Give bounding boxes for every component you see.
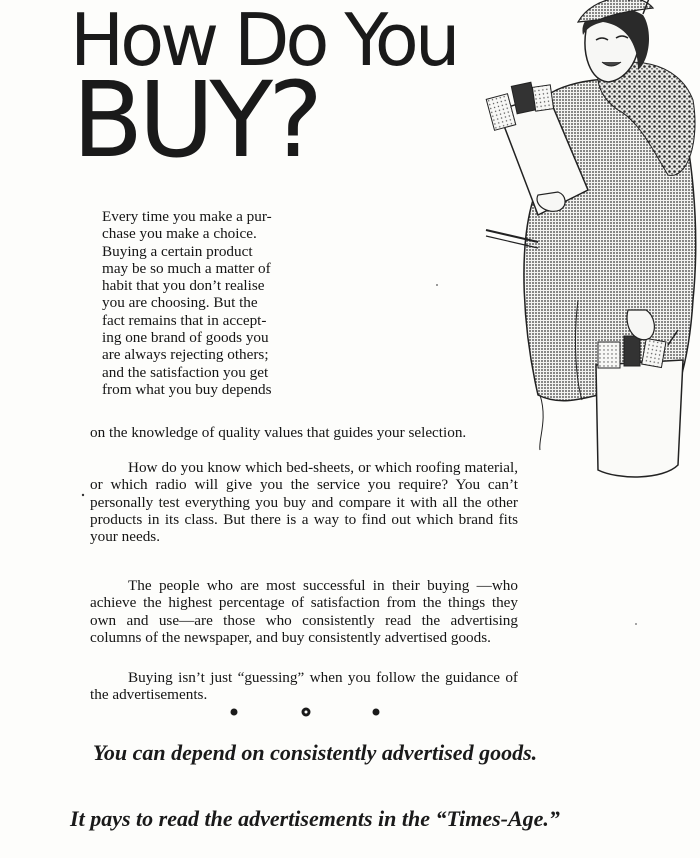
text-line: you are choosing. But the: [102, 294, 258, 312]
body-paragraph-4: Buying isn’t just “guessing” when you follow the guidance of the advertisements.: [90, 669, 518, 704]
closing-line-2: It pays to read the advertisements in the “Times-Age.”: [70, 806, 560, 831]
text-line: may be so much a matter of: [102, 259, 271, 277]
body-paragraph-1: [102, 208, 317, 398]
text-line: habit that you don’t realise: [102, 277, 265, 295]
text-line: from what you buy depends: [102, 380, 272, 398]
divider-dot: [373, 709, 380, 716]
dot-divider: [226, 705, 386, 719]
body-paragraph-3: The people who are most successful in their buying —who achieve the highest percentage of satisfaction from the things they own and use—are those who consistently read the advertising columns of the newspaper, and buy consistently advertised goods.: [90, 577, 518, 646]
closing-line-1: You can depend on consistently advertised goods.: [92, 740, 538, 765]
text-line: Buying a certain product: [102, 242, 253, 260]
text-line: and the satisfaction you get: [102, 363, 269, 381]
divider-dot: [231, 709, 238, 716]
text-line: Every time you make a pur-: [102, 208, 272, 225]
text-line: fact remains that in accept-: [102, 311, 267, 329]
body-paragraph-1-continued: on the knowledge of quality values that guides your selection.: [90, 424, 467, 441]
headline-line-1: How Do You: [70, 0, 457, 82]
text-line: ing one brand of goods you: [102, 329, 269, 347]
headline-line-2: BUY?: [72, 59, 319, 181]
text-line: chase you make a choice.: [102, 225, 257, 243]
body-paragraph-2: How do you know which bed-sheets, or which roofing material, or which radio will give you the service you require? You can’t personally test everything you buy and compare it with all the other products in its class. But there is a way to find out which brand fits your needs.: [90, 459, 518, 546]
headline: [70, 0, 490, 180]
text-line: are always rejecting others;: [102, 346, 269, 364]
